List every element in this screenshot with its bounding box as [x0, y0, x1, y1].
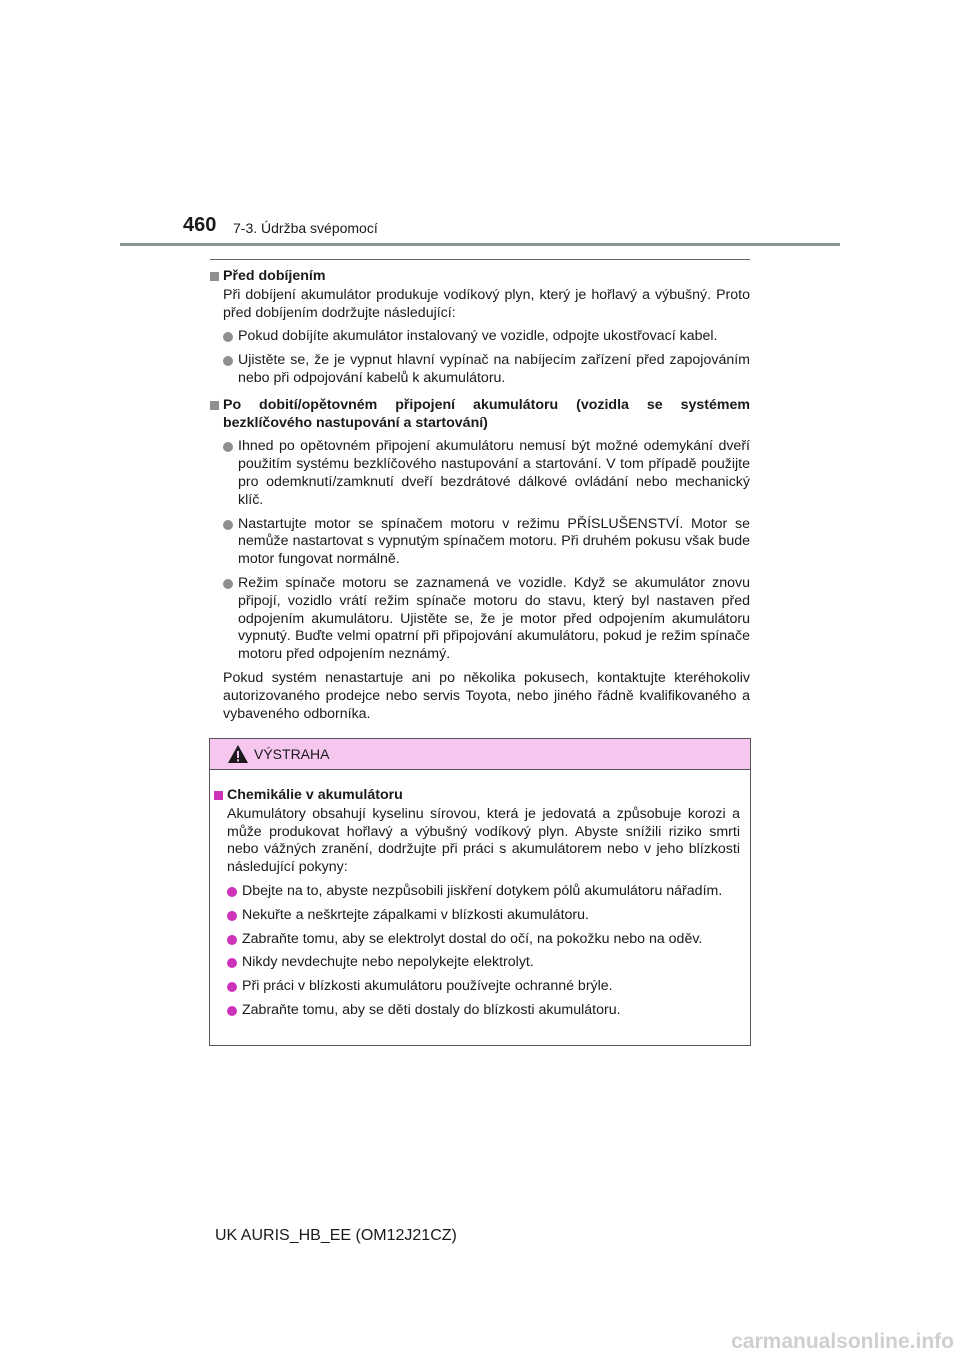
list-item: [210, 575, 750, 664]
main-content: [210, 265, 750, 723]
list-item: [210, 352, 750, 388]
round-bullet-icon: [223, 520, 233, 530]
section-heading-reconnect: [210, 397, 750, 433]
list-item-text: Pokud dobíjíte akumulátor instalovaný ve vozidle, odpojte ukostřovací kabel.: [238, 328, 718, 345]
paragraph: Pokud systém nenastartuje ani po několika pokusech, kontaktujte kteréhokoliv autorizovaného prodejce nebo servis Toyota, nebo jiného řádně kvalifikovaného a vybaveného odborníka.: [223, 669, 750, 722]
round-bullet-icon: [227, 911, 237, 921]
list-item-text: Při práci v blízkosti akumulátoru používejte ochranné brýle.: [242, 978, 613, 995]
list-item: [210, 328, 750, 346]
round-bullet-icon: [223, 579, 233, 589]
warning-heading: [214, 787, 740, 805]
list-item: [210, 516, 750, 569]
list-item-text: Nikdy nevdechujte nebo nepolykejte elektrolyt.: [242, 954, 534, 971]
round-bullet-icon: [223, 332, 233, 342]
content-rule: [210, 259, 750, 260]
watermark: carmanualsonline.info: [731, 1330, 954, 1353]
footer-model-code: UK AURIS_HB_EE (OM12J21CZ): [215, 1227, 457, 1244]
list-item: [214, 978, 740, 996]
heading-text: Před dobíjením: [223, 268, 326, 284]
warning-triangle-icon: [227, 744, 249, 764]
warning-box: [209, 738, 751, 1046]
list-item-text: Zabraňte tomu, aby se elektrolyt dostal do očí, na pokožku nebo na oděv.: [242, 930, 703, 947]
heading-text: Po dobití/opětovném připojení akumulátoru (vozidla se systémem bezklíčového nastupování a startování): [223, 396, 750, 431]
warning-header: [210, 739, 750, 770]
round-bullet-icon: [227, 887, 237, 897]
list-item: [214, 1002, 740, 1020]
square-bullet-icon: [214, 791, 223, 800]
list-item: [214, 931, 740, 949]
warning-title: VÝSTRAHA: [254, 746, 330, 762]
square-bullet-icon: [210, 401, 219, 410]
list-item-text: Ihned po opětovném připojení akumulátoru nemusí být možné odemykání dveří použitím systému bezklíčového nastupování a startování. V tom případě použijte pro odemknutí/zamknutí dveří bezdrátové dálkové ovládání nebo mechanický klíč.: [238, 438, 750, 508]
heading-text: Chemikálie v akumulátoru: [227, 787, 403, 803]
list-item-text: Nekuřte a neškrtejte zápalkami v blízkosti akumulátoru.: [242, 906, 589, 923]
warning-paragraph: Akumulátory obsahují kyselinu sírovou, která je jedovatá a způsobuje korozi a může produkovat hořlavý a výbušný vodíkový plyn. Abyste snížili riziko smrti nebo vážných zranění, dodržujte při práci s akumulátorem nebo v jeho blízkosti následující pokyny:: [227, 805, 740, 876]
list-item: [214, 954, 740, 972]
header-rule: [120, 243, 840, 246]
list-item: [214, 883, 740, 901]
round-bullet-icon: [227, 935, 237, 945]
list-item-text: Nastartujte motor se spínačem motoru v režimu PŘÍSLUŠENSTVÍ. Motor se nemůže nastartovat s vypnutým spínačem motoru. Při druhém pokusu však bude motor fungovat normálně.: [238, 515, 750, 568]
round-bullet-icon: [223, 442, 233, 452]
square-bullet-icon: [210, 272, 219, 281]
round-bullet-icon: [227, 982, 237, 992]
list-item-text: Ujistěte se, že je vypnut hlavní vypínač na nabíjecím zařízení před zapojováním nebo při odpojování kabelů k akumulátoru.: [238, 352, 750, 386]
list-item-text: Dbejte na to, abyste nezpůsobili jiskření dotykem pólů akumulátoru nářadím.: [242, 882, 723, 899]
page-number: 460: [183, 214, 217, 236]
section-heading-charging: [210, 268, 750, 286]
round-bullet-icon: [227, 1006, 237, 1016]
list-item: [214, 907, 740, 925]
round-bullet-icon: [227, 958, 237, 968]
section-title: 7-3. Údržba svépomocí: [233, 220, 378, 236]
list-item: [210, 438, 750, 509]
list-item-text: Zabraňte tomu, aby se děti dostaly do blízkosti akumulátoru.: [242, 1001, 621, 1018]
list-item-text: Režim spínače motoru se zaznamená ve vozidle. Když se akumulátor znovu připojí, vozidlo vrátí režim spínače motoru do stavu, který byl nastaven před odpojením akumulátoru. Ujistěte se, že je motor před odpojením akumulátoru vypnutý. Buďte velmi opatrní při připojování akumulátoru, pokud je režim spínače motoru před odpojením neznámý.: [238, 574, 750, 663]
round-bullet-icon: [223, 356, 233, 366]
warning-body: [210, 770, 750, 1020]
paragraph: Při dobíjení akumulátor produkuje vodíkový plyn, který je hořlavý a výbušný. Proto před dobíjením dodržujte následující:: [223, 286, 750, 321]
